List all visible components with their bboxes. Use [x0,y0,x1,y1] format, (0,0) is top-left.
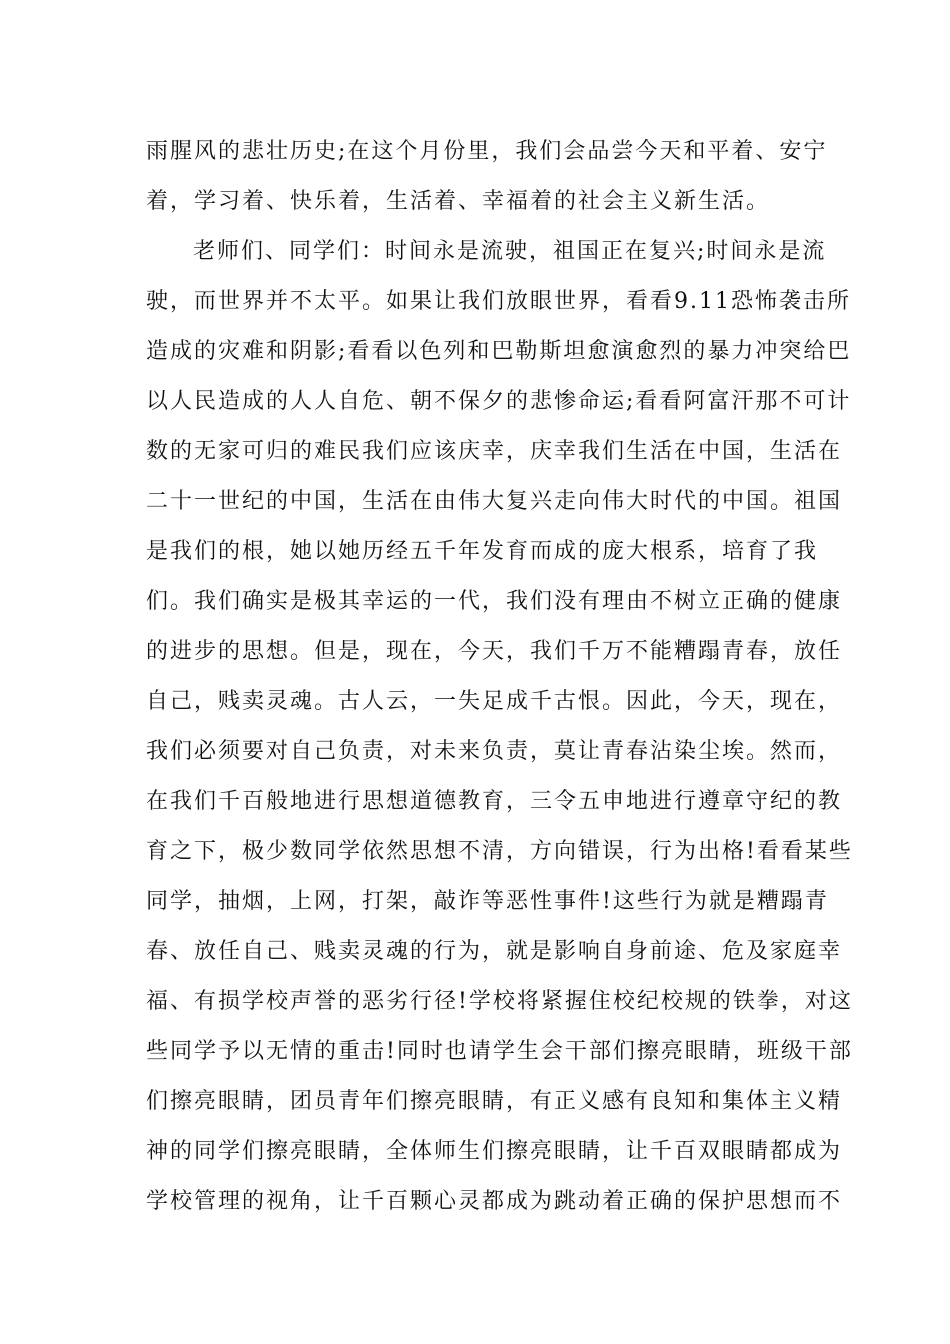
text-line: 育之下，极少数同学依然思想不清，方向错误，行为出格!看看某些 [146,839,853,864]
text-line: 自己，贱卖灵魂。古人云，一失足成千古恨。因此，今天，现在， [146,689,843,714]
text-line: 是我们的根，她以她历经五千年发育而成的庞大根系，培育了我 [146,539,819,564]
text-line: 些同学予以无情的重击!同时也请学生会干部们擦亮眼睛，班级干部 [146,1039,853,1064]
text-line: 造成的灾难和阴影;看看以色列和巴勒斯坦愈演愈烈的暴力冲突给巴 [146,339,852,364]
text-line: 学校管理的视角，让千百颗心灵都成为跳动着正确的保护思想而不 [146,1189,843,1214]
text-line: 的进步的思想。但是，现在，今天，我们千万不能糟蹋青春，放任 [146,639,843,664]
paragraph-start-line: 老师们、同学们：时间永是流驶，祖国正在复兴;时间永是流 [193,239,827,264]
text-line: 同学，抽烟，上网，打架，敲诈等恶性事件!这些行为就是糟蹋青 [146,889,829,914]
text-line: 雨腥风的悲壮历史;在这个月份里，我们会品尝今天和平着、安宁 [146,139,828,164]
text-line: 春、放任自己、贱卖灵魂的行为，就是影响自身前途、危及家庭幸 [146,939,843,964]
text-line: 以人民造成的人人自危、朝不保夕的悲惨命运;看看阿富汗那不可计 [146,389,852,414]
text-line: 驶，而世界并不太平。如果让我们放眼世界，看看9.11恐怖袭击所 [146,289,851,314]
text-line: 我们必须要对自己负责，对未来负责，莫让青春沾染尘埃。然而， [146,739,843,764]
text-line: 在我们千百般地进行思想道德教育，三令五申地进行遵章守纪的教 [146,789,843,814]
text-line: 着，学习着、快乐着，生活着、幸福着的社会主义新生活。 [146,189,771,214]
text-line: 神的同学们擦亮眼睛，全体师生们擦亮眼睛，让千百双眼睛都成为 [146,1139,843,1164]
text-line: 们擦亮眼睛，团员青年们擦亮眼睛，有正义感有良知和集体主义精 [146,1089,843,1114]
body-text [146,127,853,1227]
text-line: 二十一世纪的中国，生活在由伟大复兴走向伟大时代的中国。祖国 [146,489,843,514]
text-line: 数的无家可归的难民我们应该庆幸，庆幸我们生活在中国，生活在 [146,439,843,464]
text-line: 们。我们确实是极其幸运的一代，我们没有理由不树立正确的健康 [146,589,843,614]
text-line: 福、有损学校声誉的恶劣行径!学校将紧握住校纪校规的铁拳，对这 [146,989,853,1014]
